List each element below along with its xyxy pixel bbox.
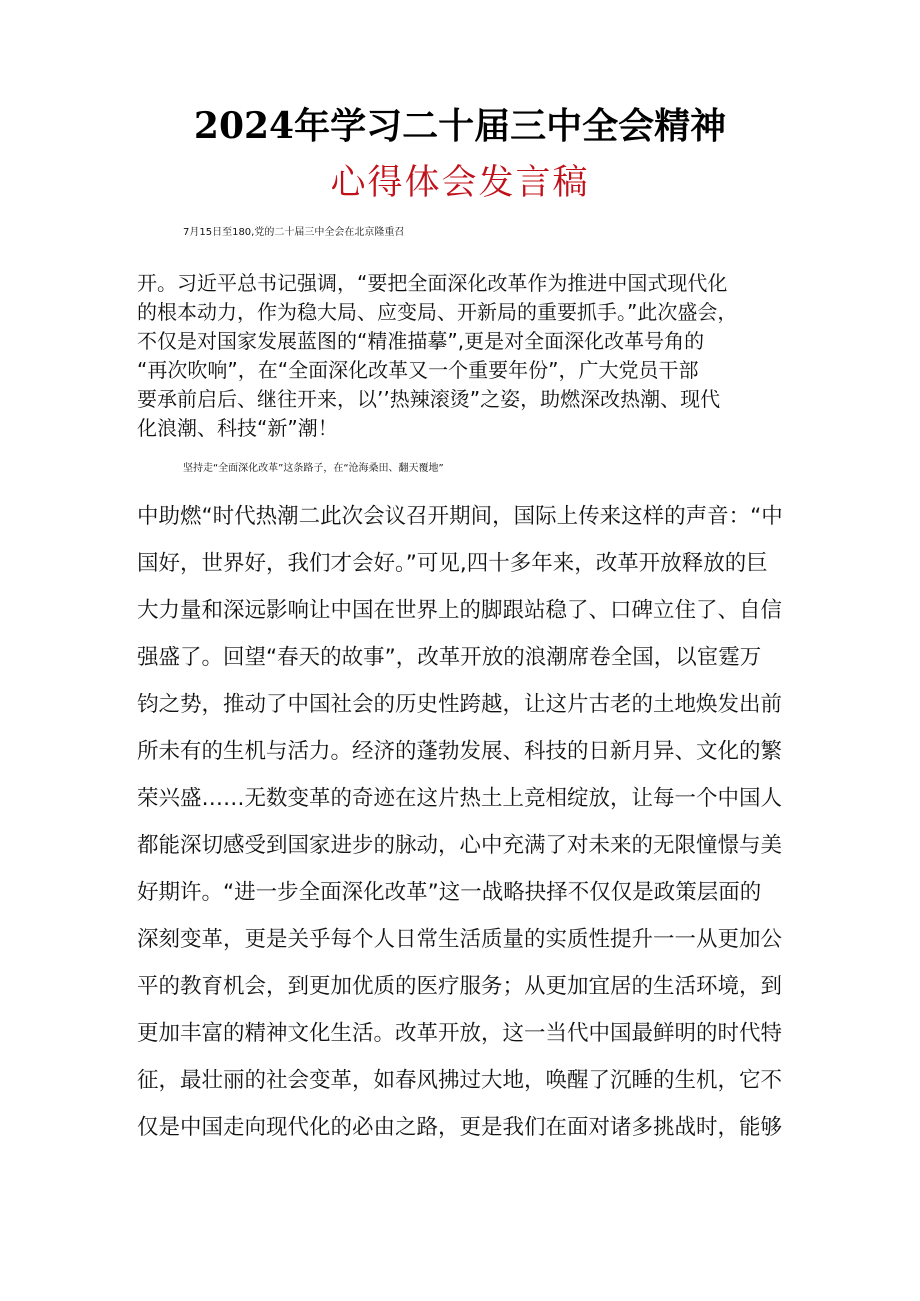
paragraph-2-line: 所未有的生机与活力。经济的蓬勃发展、科技的日新月异、文化的繁: [137, 739, 783, 764]
paragraph-2-line: 好期许。“进一步全面深化改革”这一战略抉择不仅仅是政策层面的: [137, 880, 762, 905]
paragraph-2-line: 荣兴盛……无数变革的奇迹在这片热土上竞相绽放，让每一个中国人: [137, 786, 783, 811]
paragraph-1-line: “再次吹响”，在“全面深化改革又一个重要年份”，广大党员干部: [137, 358, 699, 382]
document-subtitle: 心得体会发言稿: [330, 163, 590, 203]
paragraph-2-line: 大力量和深远影响让中国在世界上的脚跟站稳了、口碑立住了、自信: [137, 598, 783, 623]
document-title: 2024年学习二十届三中全会精神: [193, 105, 727, 147]
paragraph-2-line: 坚持走“全面深化改革”这条路子，在“沧海桑田、翻天覆地”: [183, 463, 444, 474]
paragraph-1-line: 要承前启后、继往开来，以’’热辣滚烫”之姿，助燃深改热潮、现代: [137, 387, 721, 411]
paragraph-2-line: 仅是中国走向现代化的必由之路，更是我们在面对诸多挑战时，能够: [137, 1115, 783, 1140]
paragraph-1-line: 化浪潮、科技“新”潮！: [137, 416, 338, 440]
paragraph-2-line: 强盛了。回望“春天的故事”，改革开放的浪潮席卷全国，以宦霆万: [137, 645, 762, 670]
paragraph-2-line: 钧之势，推动了中国社会的历史性跨越，让这片古老的土地焕发出前: [137, 692, 783, 717]
paragraph-2-line: 中助燃“时代热潮二此次会议召开期间，国际上传来这样的声音：“中: [137, 504, 783, 529]
paragraph-2-line: 平的教育机会，到更加优质的医疗服务；从更加宜居的生活环境，到: [137, 974, 783, 999]
paragraph-1-line: 不仅是对国家发展蓝图的“精准描摹”,更是对全面深化改革号角的: [137, 329, 705, 353]
paragraph-2-line: 更加丰富的精神文化生活。改革开放，这一当代中国最鲜明的时代特: [137, 1021, 783, 1046]
paragraph-2-line: 国好，世界好，我们才会好。”可见,四十多年来，改革开放释放的巨: [137, 551, 768, 576]
paragraph-2-line: 征，最壮丽的社会变革，如春风拂过大地，唤醒了沉睡的生机，它不: [137, 1068, 783, 1093]
paragraph-1-line: 的根本动力，作为稳大局、应变局、开新局的重要抓手。”此次盛会，: [137, 300, 738, 324]
paragraph-2-line: 都能深切感受到国家进步的脉动，心中充满了对未来的无限憧憬与美: [137, 833, 783, 858]
paragraph-2-line: 深刻变革，更是关乎每个人日常生活质量的实质性提升一一从更加公: [137, 927, 783, 952]
paragraph-1-line: 开。习近平总书记强调，“要把全面深化改革作为推进中国式现代化: [137, 271, 728, 295]
paragraph-1-line: 7月15日至180,党的二十届三中全会在北京隆重召: [183, 227, 405, 238]
